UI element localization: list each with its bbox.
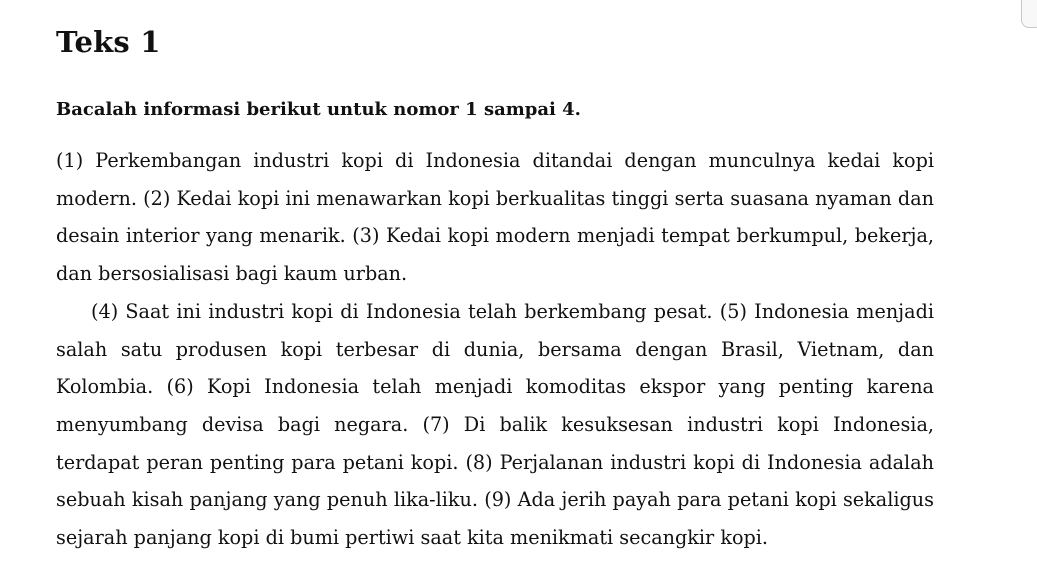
scrollbar-corner[interactable] <box>1021 0 1037 28</box>
paragraph-1: (1) Perkembangan industri kopi di Indonesia ditandai dengan munculnya kedai kopi modern. (2) Kedai kopi ini menawarkan kopi berkualitas tinggi serta suasana nyaman dan desain interior yang menarik. (3) Kedai kopi modern menjadi tempat berkumpul, bekerja, dan bersosialisasi bagi kaum urban. <box>56 149 934 286</box>
document-title: Teks 1 <box>56 25 161 59</box>
paragraph-2: (4) Saat ini industri kopi di Indonesia telah berkembang pesat. (5) Indonesia menjadi salah satu produsen kopi terbesar di dunia, bersama dengan Brasil, Vietnam, dan Kolombia. (6) Kopi Indonesia telah menjadi komoditas ekspor yang penting karena menyumbang devisa bagi negara. (7) Di balik kesuksesan industri kopi Indonesia, terdapat peran penting para petani kopi. (8) Perjalanan industri kopi di Indonesia adalah sebuah kisah panjang yang penuh lika-liku. (9) Ada jerih payah para petani kopi sekaligus sejarah panjang kopi di bumi pertiwi saat kita menikmati secangkir kopi. <box>56 299 934 550</box>
document-body <box>56 22 934 557</box>
reading-instruction: Bacalah informasi berikut untuk nomor 1 sampai 4. <box>56 99 581 120</box>
